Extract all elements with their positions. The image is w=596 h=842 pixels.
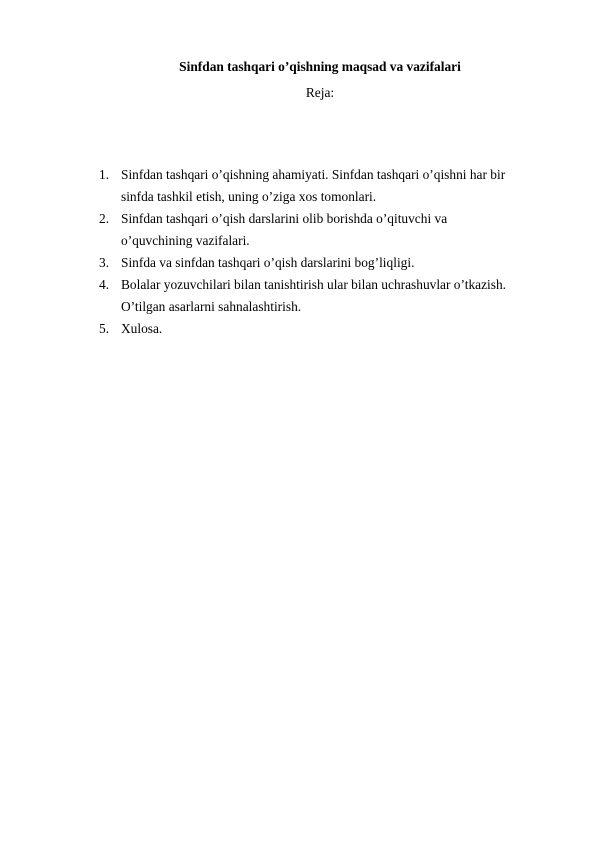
- plan-item-text: [121, 208, 569, 252]
- plan-list: [99, 164, 569, 340]
- plan-item-line: Sinfdan tashqari o’qishning ahamiyati. Sinfdan tashqari o’qishni har bir: [121, 167, 506, 182]
- plan-item-line: Sinfda va sinfdan tashqari o’qish darslarini bog’liqligi.: [121, 255, 415, 270]
- plan-item-text: [121, 318, 569, 340]
- plan-item-line: O’tilgan asarlarni sahnalashtirish.: [121, 299, 302, 314]
- plan-item-text: [121, 252, 569, 274]
- document-subtitle: Reja:: [305, 85, 335, 100]
- plan-item-text: [121, 164, 569, 208]
- plan-item-text: [121, 274, 569, 318]
- plan-item-line: sinfda tashkil etish, uning o’ziga xos tomonlari.: [121, 189, 377, 204]
- document-title: Sinfdan tashqari o’qishning maqsad va vazifalari: [179, 59, 461, 74]
- plan-item-number: 4.: [99, 277, 110, 292]
- plan-item-line: Sinfdan tashqari o’qish darslarini olib borishda o’qituvchi va: [121, 211, 448, 226]
- plan-item-5: [99, 318, 569, 340]
- plan-item-line: Bolalar yozuvchilari bilan tanishtirish ular bilan uchrashuvlar o’tkazish.: [121, 277, 507, 292]
- plan-item-number: 1.: [99, 167, 110, 182]
- plan-item-number: 2.: [99, 211, 110, 226]
- plan-item-1: [99, 164, 569, 208]
- plan-item-number: 3.: [99, 255, 110, 270]
- plan-item-line: o’quvchining vazifalari.: [121, 233, 250, 248]
- plan-item-4: [99, 274, 569, 318]
- plan-item-3: [99, 252, 569, 274]
- plan-item-line: Xulosa.: [121, 321, 163, 336]
- plan-item-number: 5.: [99, 321, 110, 336]
- plan-item-2: [99, 208, 569, 252]
